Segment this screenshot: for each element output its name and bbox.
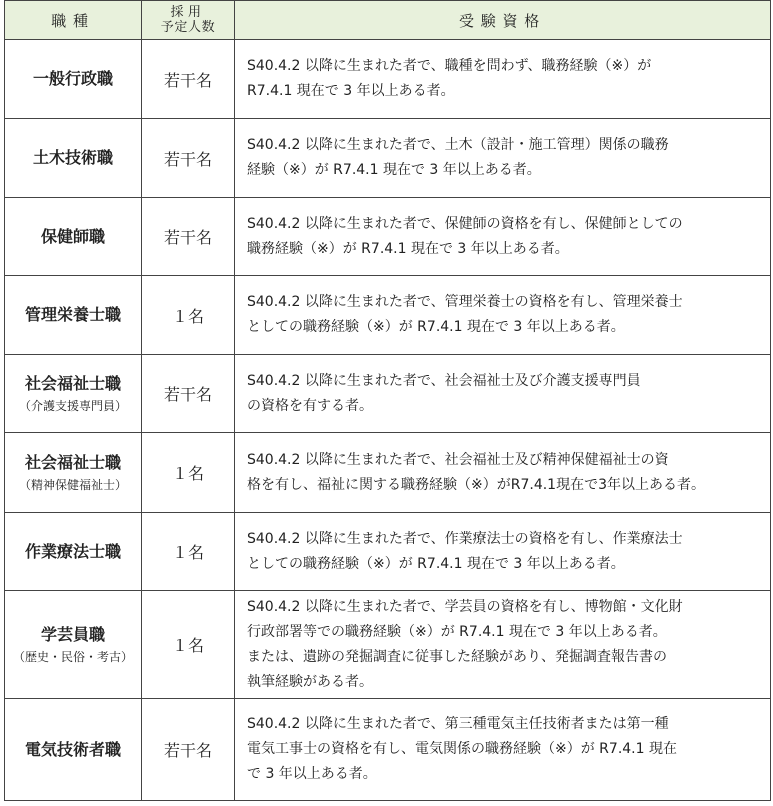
table-row xyxy=(5,119,771,198)
job-name: 保健師職 xyxy=(40,226,105,246)
table-row xyxy=(5,699,771,801)
job-cell xyxy=(5,699,142,801)
count-cell: 若干名 xyxy=(142,355,235,433)
job-name: 一般行政職 xyxy=(32,69,113,88)
header-count-line2: 予定人数 xyxy=(160,20,216,35)
qualification-cell: S40.4.2 以降に生まれた者で、社会福祉士及び介護支援専門員 の資格を有する者。 xyxy=(235,355,771,433)
table-row xyxy=(5,513,771,591)
job-cell xyxy=(5,40,142,119)
table-row xyxy=(5,433,771,513)
table-header xyxy=(5,1,771,40)
count-cell: １名 xyxy=(142,513,235,591)
count-cell: 若干名 xyxy=(142,119,235,198)
qualification-cell: S40.4.2 以降に生まれた者で、管理栄養士の資格を有し、管理栄養士 としての職務経験（※）が R7.4.1 現在で 3 年以上ある者。 xyxy=(235,276,771,355)
header-job: 職種 xyxy=(5,1,142,40)
job-cell xyxy=(5,276,142,355)
header-qualification: 受験資格 xyxy=(235,1,771,40)
job-name: 学芸員職 xyxy=(40,624,105,644)
count-cell: １名 xyxy=(142,591,235,699)
qualification-cell: S40.4.2 以降に生まれた者で、土木（設計・施工管理）関係の職務 経験（※）が R7.4.1 現在で 3 年以上ある者。 xyxy=(235,119,771,198)
job-cell xyxy=(5,355,142,433)
header-row xyxy=(5,1,771,40)
table-row xyxy=(5,355,771,433)
job-cell xyxy=(5,198,142,276)
job-note: （歴史・民俗・考古） xyxy=(12,649,133,664)
header-count xyxy=(142,1,235,40)
job-cell xyxy=(5,513,142,591)
qualification-cell: S40.4.2 以降に生まれた者で、作業療法士の資格を有し、作業療法士 としての職務経験（※）が R7.4.1 現在で 3 年以上ある者。 xyxy=(235,513,771,591)
count-cell: 若干名 xyxy=(142,198,235,276)
table-row xyxy=(5,591,771,699)
qualification-cell: S40.4.2 以降に生まれた者で、第三種電気主任技術者または第一種 電気工事士の資格を有し、電気関係の職務経験（※）が R7.4.1 現在 で 3 年以上ある者。 xyxy=(235,699,771,801)
job-note: （介護支援専門員） xyxy=(18,398,127,413)
qualification-cell: S40.4.2 以降に生まれた者で、保健師の資格を有し、保健師としての 職務経験（※）が R7.4.1 現在で 3 年以上ある者。 xyxy=(235,198,771,276)
count-cell: １名 xyxy=(142,433,235,513)
table-row xyxy=(5,40,771,119)
table-body xyxy=(5,40,771,801)
job-cell xyxy=(5,119,142,198)
job-name: 作業療法士職 xyxy=(24,541,121,561)
qualification-cell: S40.4.2 以降に生まれた者で、職種を問わず、職務経験（※）が R7.4.1 現在で 3 年以上ある者。 xyxy=(235,40,771,119)
table-row xyxy=(5,198,771,276)
job-name: 管理栄養士職 xyxy=(24,305,121,324)
recruitment-table xyxy=(4,0,771,801)
job-name: 社会福祉士職 xyxy=(24,373,121,393)
qualification-cell: S40.4.2 以降に生まれた者で、社会福祉士及び精神保健福祉士の資 格を有し、福祉に関する職務経験（※）がR7.4.1現在で3年以上ある者。 xyxy=(235,433,771,513)
table-row xyxy=(5,276,771,355)
job-note: （精神保健福祉士） xyxy=(18,477,127,492)
count-cell: １名 xyxy=(142,276,235,355)
job-name: 電気技術者職 xyxy=(24,739,121,759)
count-cell: 若干名 xyxy=(142,699,235,801)
job-name: 土木技術職 xyxy=(32,148,113,167)
qualification-cell: S40.4.2 以降に生まれた者で、学芸員の資格を有し、博物館・文化財 行政部署等での職務経験（※）が R7.4.1 現在で 3 年以上ある者。 または、遺跡の発掘調査に従事した経験があり、発掘調査報告書の 執筆経験がある者。 xyxy=(235,591,771,699)
count-cell: 若干名 xyxy=(142,40,235,119)
job-name: 社会福祉士職 xyxy=(24,452,121,472)
job-cell xyxy=(5,433,142,513)
header-count-line1: 採用 xyxy=(170,5,206,20)
job-cell xyxy=(5,591,142,699)
